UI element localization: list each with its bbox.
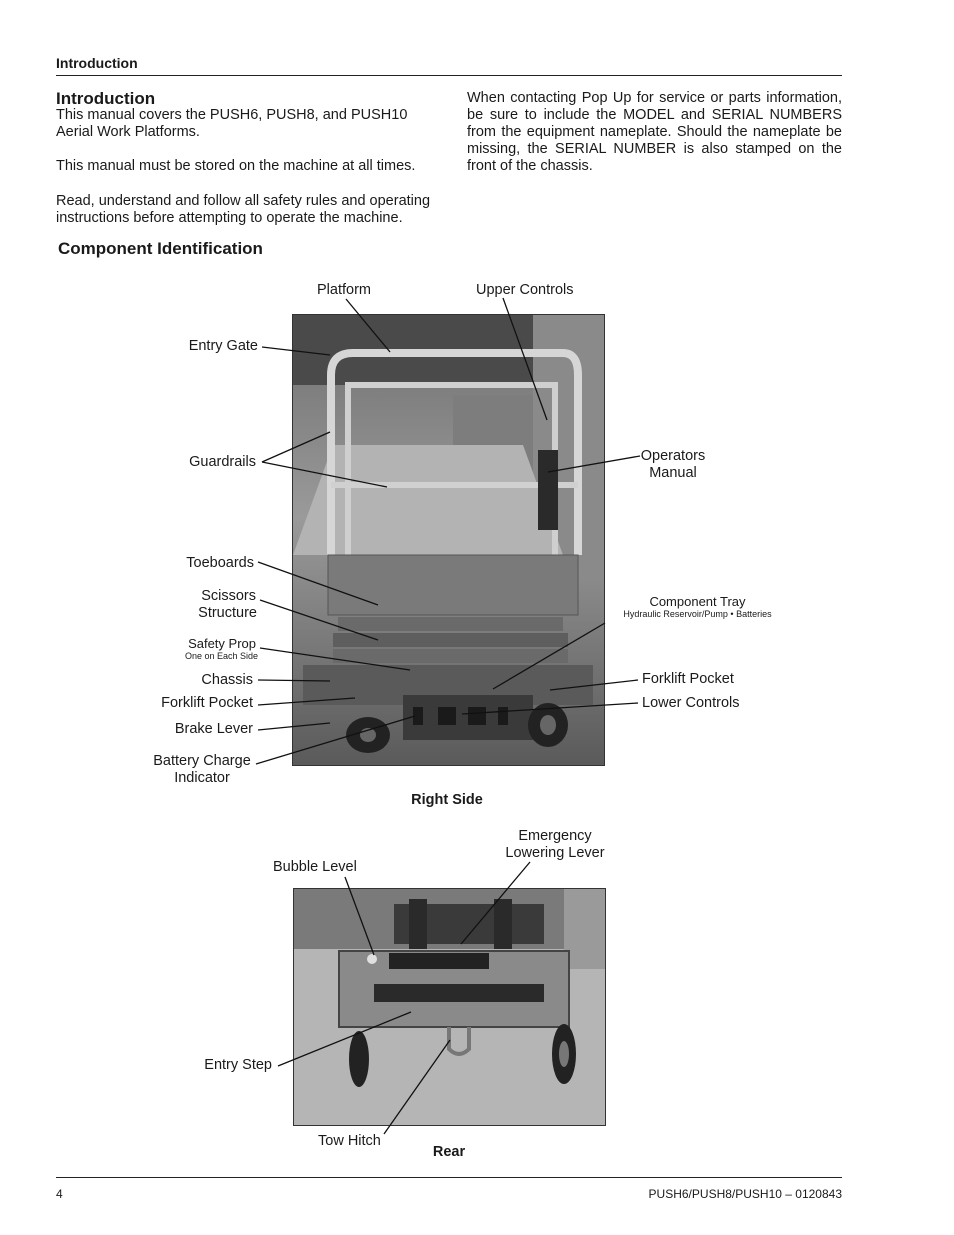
page-number: 4 xyxy=(56,1187,63,1201)
label-safety-prop: Safety Prop xyxy=(188,636,256,651)
label-brake-lever: Brake Lever xyxy=(174,721,253,737)
caption-right-side: Right Side xyxy=(411,792,483,808)
caption-rear: Rear xyxy=(432,1144,466,1160)
label-battery-charge-2: Indicator xyxy=(174,770,230,786)
label-emergency-lowering-1: Emergency xyxy=(518,828,592,844)
label-lower-controls: Lower Controls xyxy=(642,695,740,711)
component-identification-title: Component Identification xyxy=(58,239,263,258)
footer-rule xyxy=(56,1177,842,1178)
label-emergency-lowering-2: Lowering Lever xyxy=(505,845,605,861)
label-toeboards: Toeboards xyxy=(186,555,254,571)
label-entry-step: Entry Step xyxy=(204,1057,272,1073)
running-header: Introduction xyxy=(56,55,138,71)
label-forklift-pocket-right: Forklift Pocket xyxy=(642,671,734,687)
document-id: PUSH6/PUSH8/PUSH10 – 0120843 xyxy=(648,1187,842,1201)
label-platform: Platform xyxy=(317,282,371,298)
label-tow-hitch: Tow Hitch xyxy=(318,1133,381,1149)
label-chassis: Chassis xyxy=(201,672,253,688)
label-battery-charge-1: Battery Charge xyxy=(153,753,251,769)
label-operators-manual-2: Manual xyxy=(649,465,697,481)
intro-paragraph-3: Read, understand and follow all safety rules and operating instructions before attempting to operate the machine. xyxy=(56,193,431,226)
label-operators-manual-1: Operators xyxy=(640,448,706,464)
label-component-tray-note: Hydraulic Reservoir/Pump • Batteries xyxy=(623,609,772,619)
intro-paragraph-2: This manual must be stored on the machine at all times. xyxy=(56,158,416,174)
label-component-tray: Component Tray xyxy=(649,594,746,609)
label-scissors-1: Scissors xyxy=(201,588,256,604)
label-safety-prop-note: One on Each Side xyxy=(184,651,258,661)
label-scissors-2: Structure xyxy=(198,605,257,621)
contact-paragraph: When contacting Pop Up for service or parts information, be sure to include the MODEL and SERIAL NUMBERS from the equipment nameplate. Should the nameplate be missing, the SERIAL NUMBER is also stamped on the front of the chassis. xyxy=(467,90,842,174)
intro-paragraph-1: This manual covers the PUSH6, PUSH8, and PUSH10 Aerial Work Platforms. xyxy=(56,107,408,140)
label-upper-controls: Upper Controls xyxy=(476,282,574,298)
intro-title: Introduction xyxy=(56,89,156,108)
label-entry-gate: Entry Gate xyxy=(188,338,258,354)
label-forklift-pocket-left: Forklift Pocket xyxy=(161,695,253,711)
label-bubble-level: Bubble Level xyxy=(273,859,357,875)
label-guardrails: Guardrails xyxy=(189,454,256,470)
